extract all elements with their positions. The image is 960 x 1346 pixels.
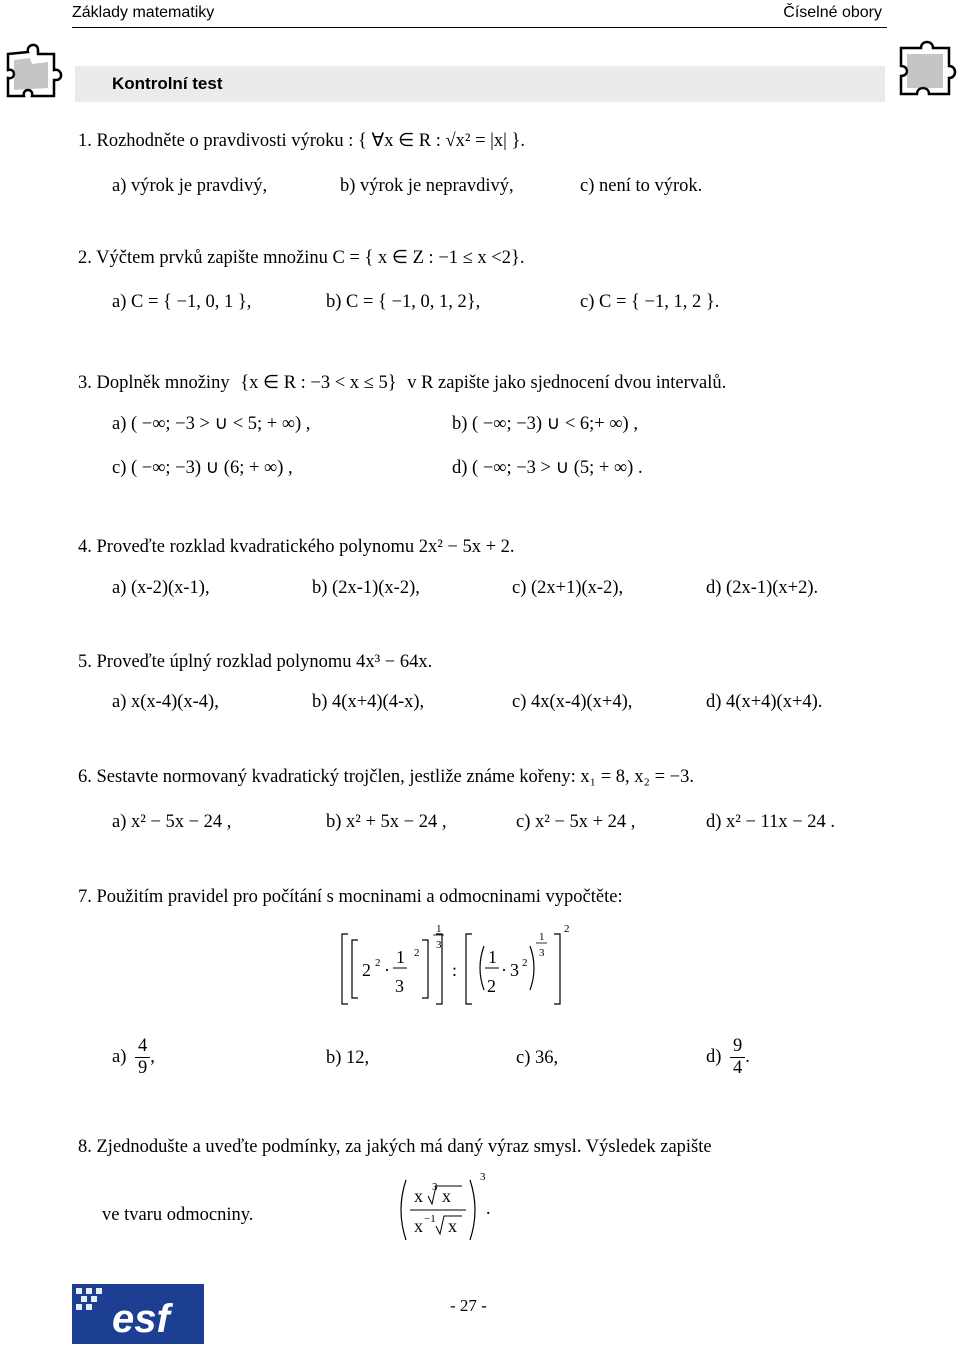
esf-logo-icon	[72, 1284, 204, 1344]
q2-option-b: b) C = { −1, 0, 1, 2},	[326, 292, 481, 312]
q3-text-a: 3. Doplněk množiny	[78, 373, 230, 393]
svg-text:·: ·	[384, 960, 390, 980]
svg-text:x: x	[414, 1186, 423, 1206]
puzzle-piece-icon	[893, 38, 959, 100]
svg-text:x: x	[442, 1186, 451, 1206]
q7-option-d-fraction: $\frac{9}{4}$	[730, 1036, 745, 1079]
q5-option-d: d) 4(x+4)(x+4).	[706, 692, 823, 712]
svg-text:2: 2	[375, 957, 381, 969]
q4-option-c: c) (2x+1)(x-2),	[512, 578, 624, 598]
q1-option-b: b) výrok je nepravdivý,	[340, 176, 514, 196]
header-rule	[72, 27, 887, 28]
question-8: 8. Zjednodušte a uveďte podmínky, za jakých má daný výraz smysl. Výsledek zapište	[78, 1137, 712, 1157]
q7-option-a: a) $\frac{4}{9}$ ,	[112, 1036, 155, 1078]
page-number: - 27 -	[450, 1296, 487, 1315]
question-2: 2. Výčtem prvků zapište množinu C = { x ∈ Z : −1 ≤ x <2}.	[78, 248, 525, 268]
esf-logo-text: esf	[112, 1297, 170, 1341]
svg-text:1: 1	[488, 947, 497, 967]
svg-text:2: 2	[414, 947, 420, 959]
svg-text:3: 3	[395, 976, 404, 996]
svg-text:2: 2	[564, 923, 570, 935]
svg-text:x: x	[448, 1216, 457, 1236]
q3-option-c: c) ( −∞; −3) ∪ (6; + ∞) ,	[112, 458, 293, 478]
question-6: 6. Sestavte normovaný kvadratický trojčlen, jestliže známe kořeny: x₁ = 8, x₂ = −3.	[78, 767, 694, 787]
question-5: 5. Proveďte úplný rozklad polynomu 4x³ − 64x.	[78, 652, 433, 672]
q3-option-a: a) ( −∞; −3 > ∪ < 5; + ∞) ,	[112, 414, 311, 434]
q3-set: {x ∈ R : −3 < x ≤ 5}	[240, 373, 397, 393]
section-title: Kontrolní test	[112, 74, 223, 93]
q5-option-b: b) 4(x+4)(4-x),	[312, 692, 425, 712]
q6-option-d: d) x² − 11x − 24 .	[706, 812, 836, 832]
puzzle-piece-icon	[2, 40, 70, 102]
question-1: 1. Rozhodněte o pravdivosti výroku : { ∀x ∈ R : √x² = |x| }.	[78, 131, 525, 151]
q5-option-a: a) x(x-4)(x-4),	[112, 692, 219, 712]
q3-option-d: d) ( −∞; −3 > ∪ (5; + ∞) .	[452, 458, 643, 478]
svg-text:2: 2	[487, 976, 496, 996]
q7-option-a-fraction: $\frac{4}{9}$	[135, 1036, 150, 1079]
q4-option-b: b) (2x-1)(x-2),	[312, 578, 420, 598]
svg-text:2: 2	[362, 960, 371, 980]
svg-text:1: 1	[436, 923, 442, 935]
svg-text:3: 3	[510, 960, 519, 980]
svg-text:2: 2	[522, 957, 528, 969]
question-4: 4. Proveďte rozklad kvadratického polynomu 2x² − 5x + 2.	[78, 537, 515, 557]
svg-text:·: ·	[501, 960, 507, 980]
q3-option-b: b) ( −∞; −3) ∪ < 6;+ ∞) ,	[452, 414, 638, 434]
q6-option-a: a) x² − 5x − 24 ,	[112, 812, 232, 832]
svg-text::: :	[452, 960, 458, 980]
q7-option-d: d) $\frac{9}{4}$ .	[706, 1036, 750, 1078]
q4-option-d: d) (2x-1)(x+2).	[706, 578, 819, 598]
svg-text:x: x	[414, 1216, 423, 1236]
q2-option-c: c) C = { −1, 1, 2 }.	[580, 292, 720, 312]
svg-text:1: 1	[396, 947, 405, 967]
q8-expression	[396, 1168, 506, 1250]
q6-option-b: b) x² + 5x − 24 ,	[326, 812, 447, 832]
q2-option-a: a) C = { −1, 0, 1 },	[112, 292, 252, 312]
svg-text:3: 3	[539, 947, 545, 959]
q4-option-a: a) (x-2)(x-1),	[112, 578, 210, 598]
q6-option-c: c) x² − 5x + 24 ,	[516, 812, 636, 832]
q7-option-c: c) 36,	[516, 1048, 559, 1068]
svg-text:−1: −1	[424, 1213, 436, 1225]
svg-text:3: 3	[480, 1171, 486, 1183]
q5-option-c: c) 4x(x-4)(x+4),	[512, 692, 633, 712]
question-8-line-2: ve tvaru odmocniny.	[102, 1205, 254, 1225]
svg-text:3: 3	[436, 939, 442, 951]
q7-expression	[338, 918, 578, 1010]
svg-text:.: .	[486, 1198, 491, 1218]
q1-option-c: c) není to výrok.	[580, 176, 703, 196]
q7-option-b: b) 12,	[326, 1048, 370, 1068]
svg-text:1: 1	[539, 931, 545, 943]
header-left: Základy matematiky	[72, 4, 215, 21]
svg-text:3: 3	[432, 1181, 438, 1193]
q3-text-b: v R zapište jako sjednocení dvou intervalů.	[407, 373, 727, 393]
question-3	[78, 372, 726, 394]
question-7: 7. Použitím pravidel pro počítání s mocninami a odmocninami vypočtěte:	[78, 887, 623, 907]
header-right: Číselné obory	[783, 4, 882, 21]
q1-option-a: a) výrok je pravdivý,	[112, 176, 268, 196]
